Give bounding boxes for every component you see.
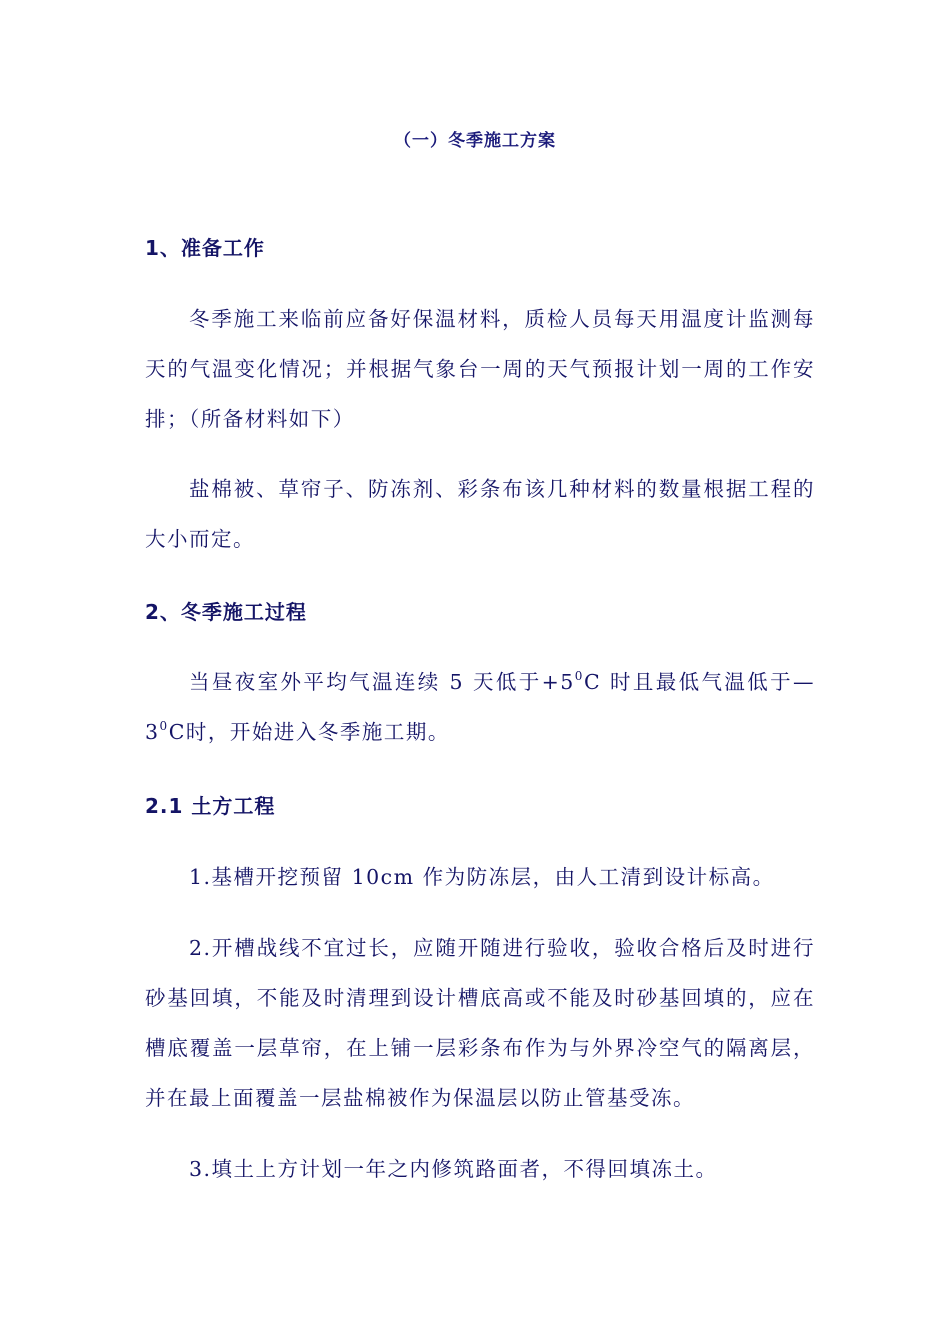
list-item-earthwork-3: 3.填土上方计划一年之内修筑路面者，不得回填冻土。 [189, 1157, 718, 1181]
paragraph-materials: 盐棉被、草帘子、防冻剂、彩条布该几种材料的数量根据工程的大小而定。 [145, 477, 815, 551]
document-title: （一）冬季施工方案 [394, 131, 556, 151]
temperature-text-c: C时，开始进入冬季施工期。 [168, 720, 450, 744]
temperature-text-a: 当昼夜室外平均气温连续 5 天低于+5 [189, 670, 575, 694]
list-item-earthwork-2: 2.开槽战线不宜过长，应随开随进行验收，验收合格后及时进行砂基回填，不能及时清理到设计槽底高或不能及时砂基回填的，应在槽底覆盖一层草帘，在上铺一层彩条布作为与外界冷空气的隔离层，并在最上面覆盖一层盐棉被作为保温层以防止管基受冻。 [145, 936, 815, 1110]
section-heading-preparation: 1、准备工作 [145, 236, 265, 260]
temperature-text-b: C 时且最低气温低于—3 [145, 670, 816, 744]
list-item-earthwork-1: 1.基槽开挖预留 10cm 作为防冻层，由人工清到设计标高。 [189, 865, 775, 889]
superscript-degree-2: 0 [159, 719, 169, 733]
superscript-degree-1: 0 [574, 669, 584, 683]
paragraph-preparation: 冬季施工来临前应备好保温材料，质检人员每天用温度计监测每天的气温变化情况；并根据气象台一周的天气预报计划一周的工作安排；（所备材料如下） [145, 307, 815, 431]
section-heading-earthwork: 2.1 土方工程 [145, 794, 276, 818]
section-heading-process: 2、冬季施工过程 [145, 600, 307, 624]
paragraph-temperature [145, 657, 815, 757]
